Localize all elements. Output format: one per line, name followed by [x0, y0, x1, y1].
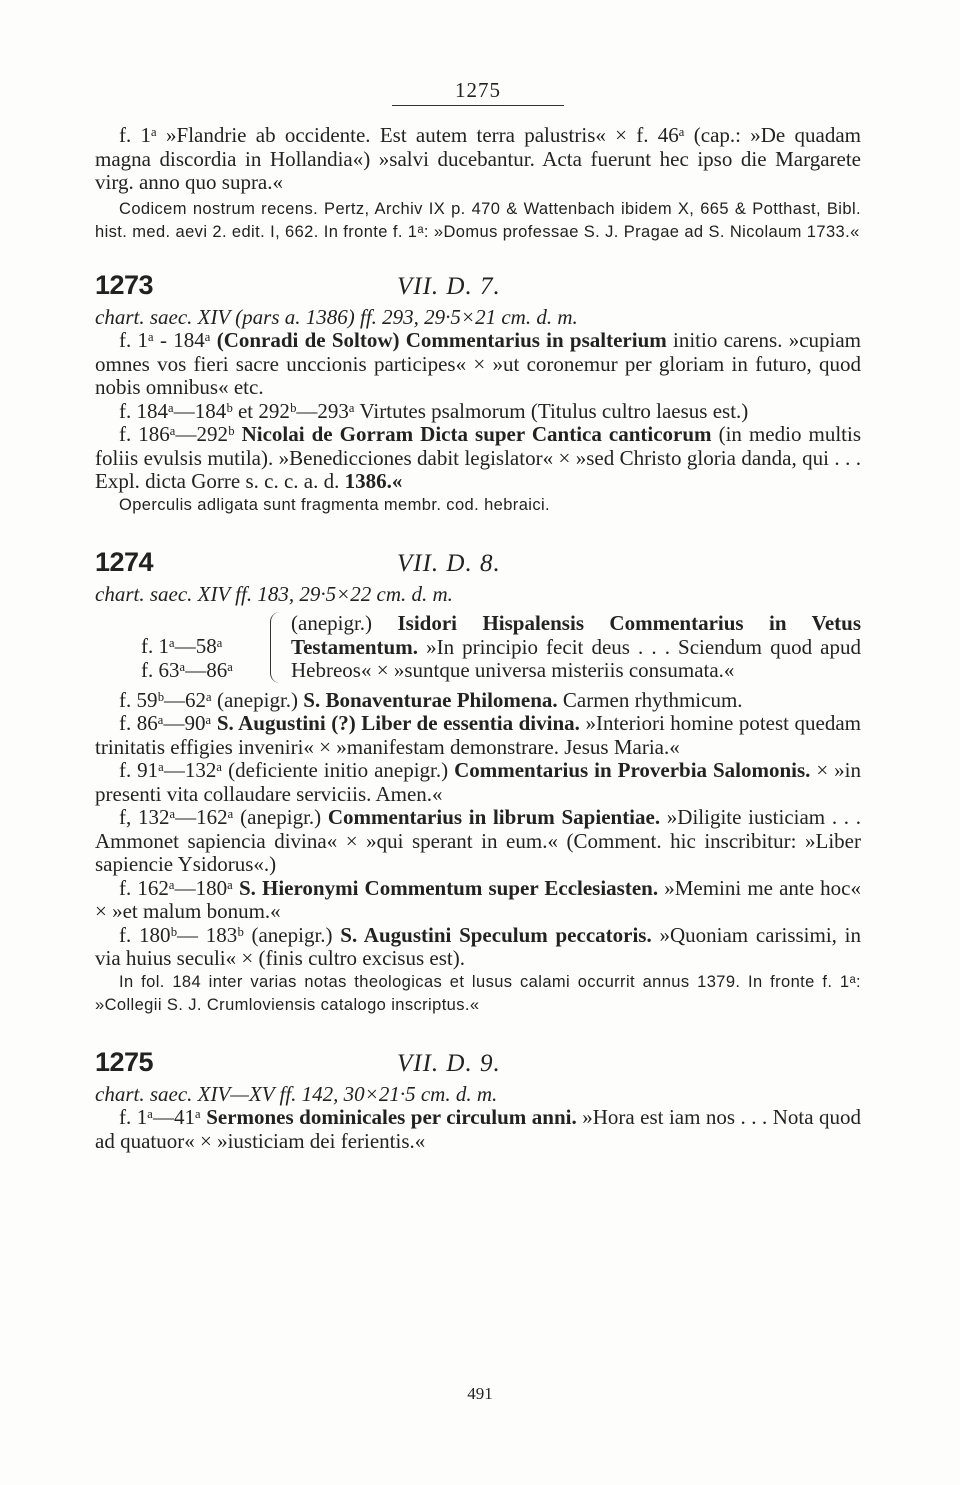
work-title: Sermones dominicales per circulum anni. — [206, 1105, 577, 1129]
work-title: Isidori Hispalensis Commentarius in Vetus Testamentum. — [291, 611, 861, 659]
entry-heading-1273 — [95, 270, 861, 306]
physical-description: chart. saec. XIV—XV ff. 142, 30×21·5 cm. d. m. — [95, 1081, 498, 1106]
work-title: S. Bonaventurae Philomena. — [303, 687, 558, 712]
work-title: Commentarius in librum Sapientiae. — [327, 805, 661, 829]
entry-note: In fol. 184 inter varias notas theologicas et lusus calami occurrit annus 1379. In fronte f. 1ᵃ: »Collegii S. J. Crumloviensis catalogo inscriptus.« — [95, 972, 861, 1014]
incipit-explicit: »Memini me ante hoc« × »et malum bonum.« — [95, 875, 861, 923]
brace-content — [291, 612, 861, 683]
entry-heading-1274 — [95, 547, 861, 583]
folio-range: f, 132ᵃ—162ᵃ (anepigr.) — [119, 805, 322, 829]
incipit-explicit: »Diligite iusticiam . . . Ammonet sapiencia divina« × »qui sperant in eum.« (Comment. hic inscribitur: »Liber sapiencie Ysidorus«.) — [95, 805, 861, 876]
folio-range: f. 1ᵃ—58ᵃ — [141, 634, 223, 658]
incipit-explicit: »Interiori homine potest quedam trinitatis effigies inveniri« × »manifestam demonstrare. Jesus Maria.« — [95, 711, 862, 759]
work-title: Commentarius in Proverbia Salomonis. — [454, 758, 811, 782]
work-title: S. Hieronymi Commentum super Ecclesiasten. — [238, 875, 659, 900]
entry-note: Operculis adligata sunt fragmenta membr. cod. hebraici. — [119, 495, 551, 514]
content-item — [95, 1106, 861, 1153]
entry-number: 1273 — [95, 269, 154, 300]
folio-ranges — [95, 612, 270, 683]
folio-range: f. 186ᵃ—292ᵇ — [119, 422, 235, 446]
intro-text: f. 1ᵃ »Flandrie ab occidente. Est autem terra palustris« × f. 46ᵃ (cap.: »De quadam magna discordia in Hollandia«) »salvi ducebantur. Acta fuerunt hec ipso die Margarete virg. anno quo supra.« — [95, 123, 861, 194]
shelfmark: VII. D. 7. — [397, 272, 501, 300]
folio-range: f. 91ᵃ—132ᵃ (deficiente initio anepigr.) — [119, 758, 449, 782]
folio-range: f. 1ᵃ—41ᵃ — [119, 1105, 201, 1129]
brace-group — [95, 612, 861, 683]
content-item — [95, 423, 861, 494]
page-number: 491 — [467, 1384, 493, 1403]
incipit-explicit: initio carens. »cupiam omnes vos fieri sacre unccionis participes« × »ut coronemur per gloriam in futuro, quod nobis omnibus« etc. — [95, 328, 862, 399]
work-title: S. Augustini (?) Liber de essentia divina. — [216, 711, 580, 735]
folio-range: f. 162ᵃ—180ᵃ — [119, 875, 233, 900]
content-item — [95, 712, 861, 759]
entry-number: 1275 — [95, 1046, 154, 1077]
entry-heading-1275 — [95, 1047, 861, 1083]
physical-description: chart. saec. XIV ff. 183, 29·5×22 cm. d. m. — [95, 581, 453, 606]
content-item — [95, 924, 861, 971]
folio-range: f. 86ᵃ—90ᵃ — [119, 711, 212, 735]
work-title: S. Augustini Speculum peccatoris. — [340, 922, 652, 947]
page — [95, 78, 861, 1153]
content-item — [95, 877, 861, 924]
shelfmark: VII. D. 8. — [397, 549, 501, 577]
physical-description: chart. saec. XIV (pars a. 1386) ff. 293, 29·5×21 cm. d. m. — [95, 304, 578, 329]
running-header: 1275 — [455, 78, 501, 102]
incipit-explicit: × »in presenti vita collaudare serviciis. Amen.« — [95, 758, 861, 806]
content-item: f. 184ᵃ—184ᵇ et 292ᵇ—293ᵃ Virtutes psalmorum (Titulus cultro laesus est.) — [119, 398, 749, 423]
content-item — [95, 759, 861, 806]
content-item — [95, 329, 861, 400]
curly-brace — [270, 612, 285, 683]
anepigr-note: (anepigr.) — [291, 611, 373, 635]
incipit-explicit: (in medio multis foliis evulsis mutila). »Benedicciones dabit legislator« × »sed Christo gloria danda, qui . . . Expl. dicta Gorre s. c. c. a. d. — [95, 422, 862, 493]
folio-range: f. 180ᵇ— 183ᵇ (anepigr.) — [119, 922, 333, 947]
content-item — [95, 806, 861, 877]
folio-range: f. 1ᵃ - 184ᵃ — [119, 328, 211, 352]
colophon-year: 1386.« — [344, 469, 403, 493]
intro-note: Codicem nostrum recens. Pertz, Archiv IX p. 470 & Wattenbach ibidem X, 665 & Potthast, Bibl. hist. med. aevi 2. edit. I, 662. In fronte f. 1ᵃ: »Domus professae S. J. Pragae ad S. Nicolaum 1733.« — [95, 199, 861, 241]
entry-number: 1274 — [95, 546, 154, 577]
work-title: Nicolai de Gorram Dicta super Cantica canticorum — [241, 422, 712, 446]
folio-range: f. 63ᵃ—86ᵃ — [141, 657, 233, 682]
header-rule — [392, 105, 564, 106]
incipit-explicit: »Hora est iam nos . . . Nota quod ad quatuor« × »iusticiam dei ferientis.« — [95, 1105, 862, 1153]
folio-range: f. 59ᵇ—62ᵃ (anepigr.) — [119, 687, 299, 712]
incipit-explicit: »Quoniam carissimi, in via huius seculi« × (finis cultro excisus est). — [95, 922, 862, 970]
work-title: (Conradi de Soltow) Commentarius in psalterium — [216, 328, 667, 352]
content-item — [95, 689, 861, 713]
incipit-explicit: Carmen rhythmicum. — [562, 687, 743, 712]
incipit-explicit: »In principio fecit deus . . . Sciendum quod apud Hebreos« × »suntque universa misteriis consumata.« — [291, 634, 862, 682]
shelfmark: VII. D. 9. — [397, 1049, 501, 1077]
